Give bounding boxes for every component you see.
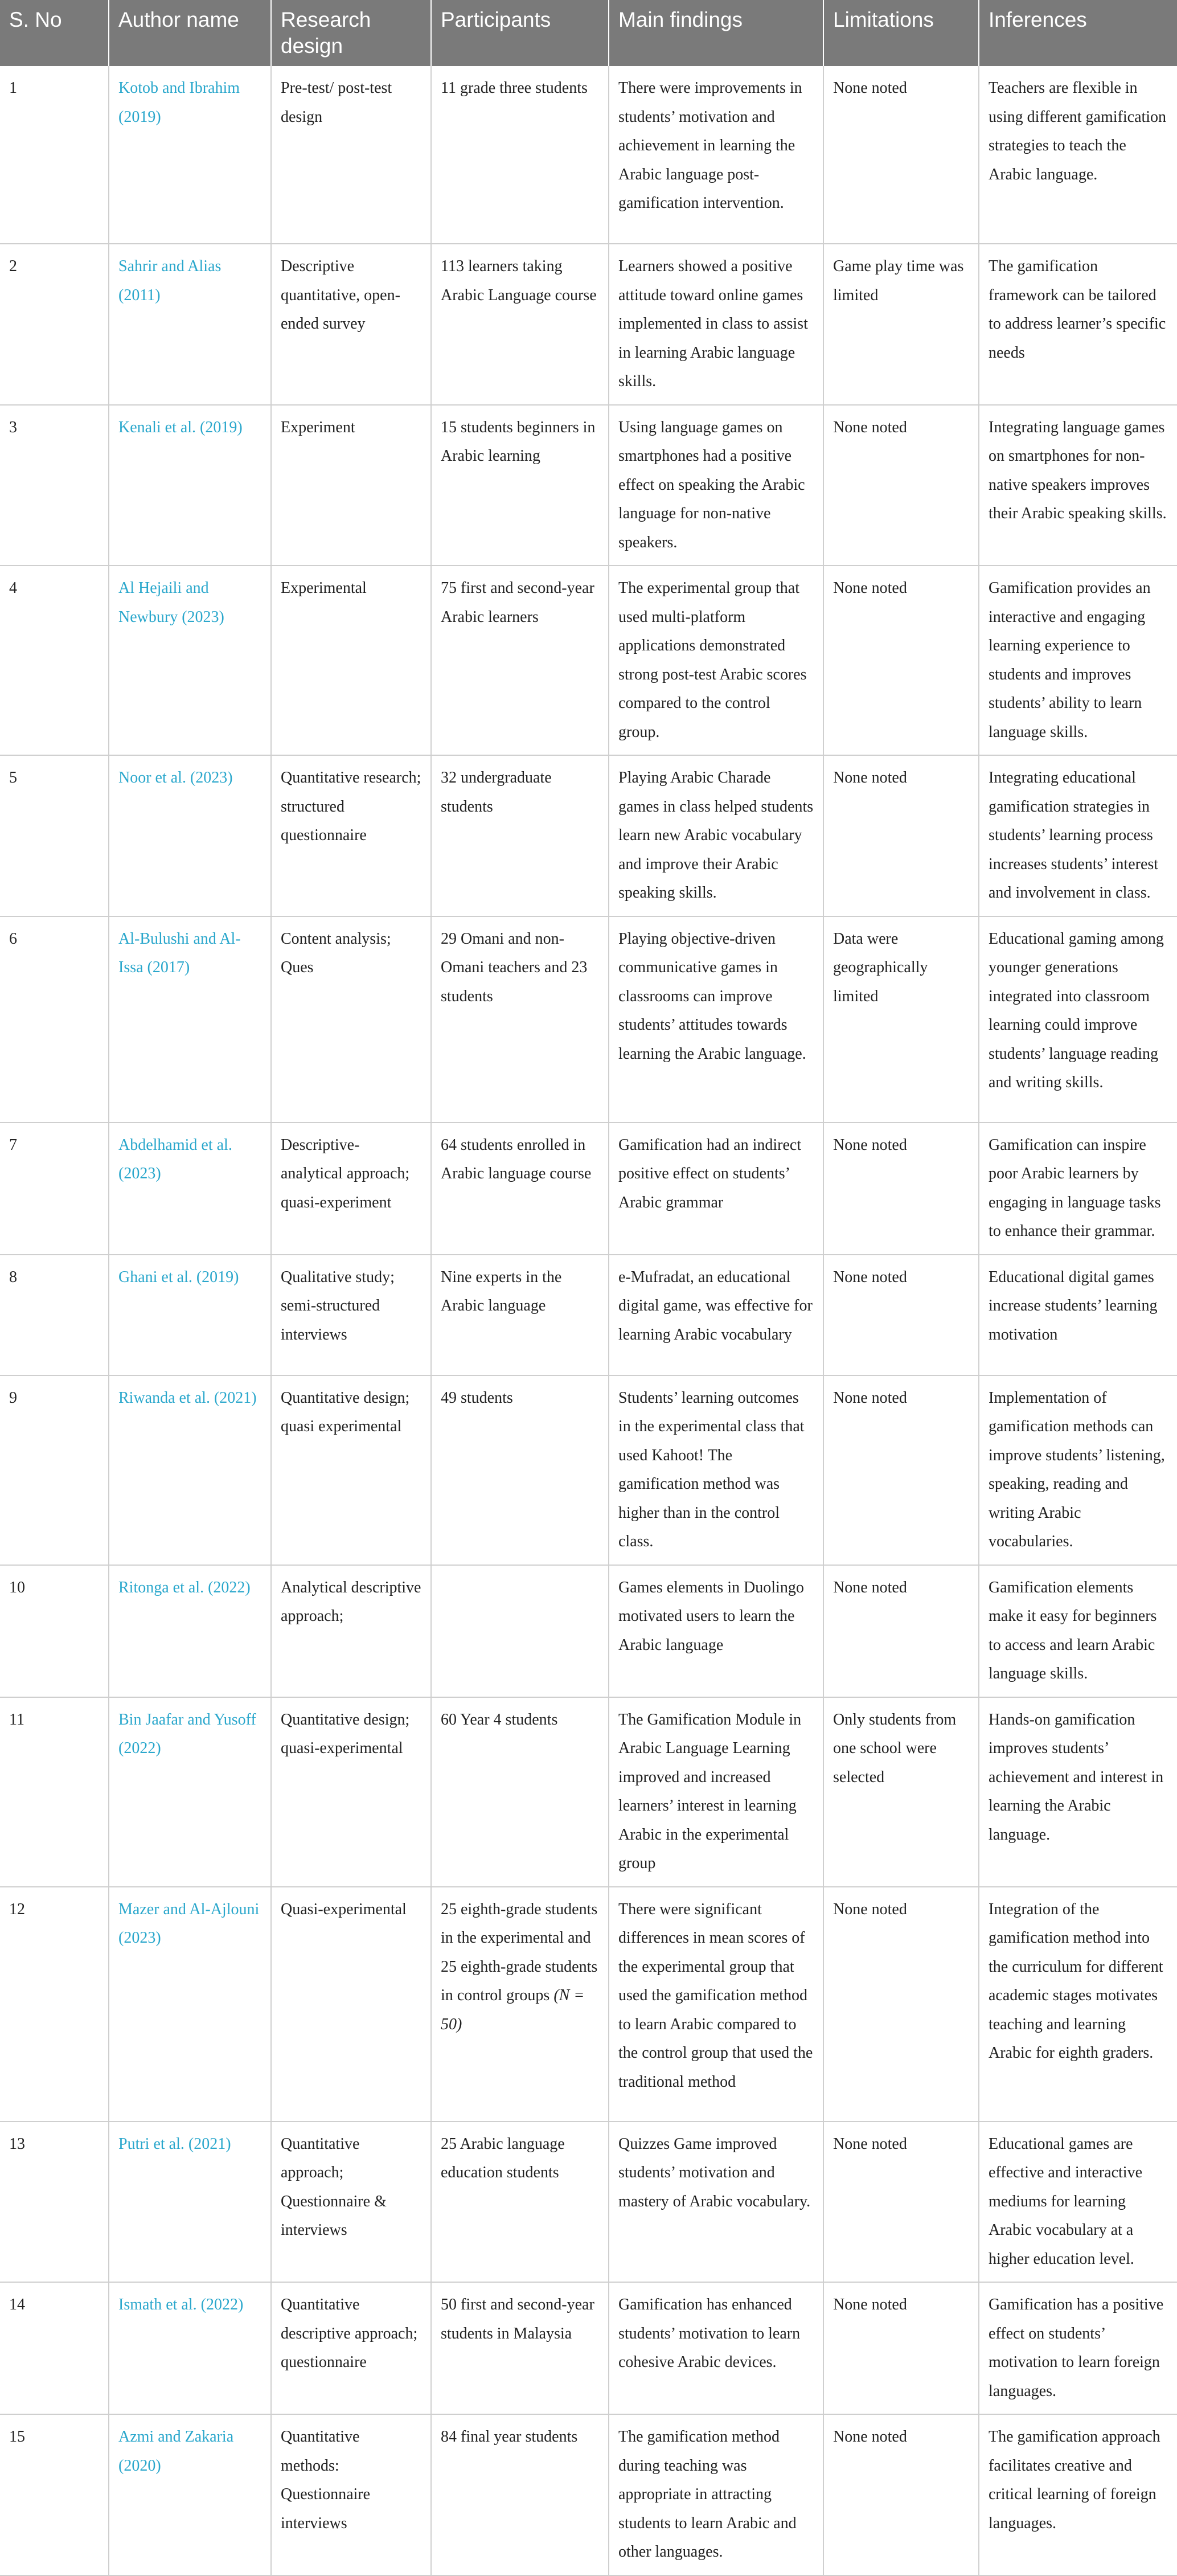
table-row [0, 244, 1177, 405]
cell-author-link[interactable]: Mazer and Al-Ajlouni (2023) [109, 1887, 271, 2122]
column-header-findings: Main findings [609, 0, 823, 66]
cell-limitations: Only students from one school were selected [823, 1697, 979, 1887]
cell-sno: 9 [0, 1375, 109, 1565]
cell-inferences: Gamification has a positive effect on students’ motivation to learn foreign languages. [979, 2282, 1177, 2414]
cell-findings: Students’ learning outcomes in the experimental class that used Kahoot! The gamification method was higher than in the control class. [609, 1375, 823, 1565]
cell-participants: 25 Arabic language education students [431, 2122, 609, 2283]
cell-findings: There were improvements in students’ motivation and achievement in learning the Arabic language post-gamification intervention. [609, 66, 823, 244]
cell-participants [431, 1887, 609, 2122]
cell-findings: There were significant differences in mean scores of the experimental group that used the gamification method to learn Arabic compared to the control group that used the traditional method [609, 1887, 823, 2122]
cell-sno: 4 [0, 566, 109, 755]
cell-inferences: The gamification framework can be tailored to address learner’s specific needs [979, 244, 1177, 405]
cell-sno: 5 [0, 755, 109, 916]
table-row [0, 755, 1177, 916]
cell-participants: 15 students beginners in Arabic learning [431, 405, 609, 566]
cell-findings: Gamification had an indirect positive effect on students’ Arabic grammar [609, 1123, 823, 1255]
cell-sno: 2 [0, 244, 109, 405]
column-header-sno: S. No [0, 0, 109, 66]
cell-author-link[interactable]: Riwanda et al. (2021) [109, 1375, 271, 1565]
table-row [0, 1697, 1177, 1887]
cell-participants: 11 grade three students [431, 66, 609, 244]
cell-participants [431, 1565, 609, 1697]
cell-limitations: None noted [823, 1887, 979, 2122]
table-row [0, 405, 1177, 566]
cell-author-link[interactable]: Kotob and Ibrahim (2019) [109, 66, 271, 244]
cell-author-link[interactable]: Kenali et al. (2019) [109, 405, 271, 566]
cell-participants: 84 final year students [431, 2414, 609, 2575]
cell-limitations: Game play time was limited [823, 244, 979, 405]
cell-design: Descriptive-analytical approach; quasi-experiment [271, 1123, 431, 1255]
table-row [0, 1565, 1177, 1697]
cell-inferences: Teachers are flexible in using different gamification strategies to teach the Arabic language. [979, 66, 1177, 244]
cell-author-link[interactable]: Putri et al. (2021) [109, 2122, 271, 2283]
cell-author-link[interactable]: Sahrir and Alias (2011) [109, 244, 271, 405]
cell-inferences: Educational digital games increase students’ learning motivation [979, 1255, 1177, 1375]
cell-sno: 11 [0, 1697, 109, 1887]
cell-author-link[interactable]: Ghani et al. (2019) [109, 1255, 271, 1375]
cell-design: Quantitative approach; Questionnaire & interviews [271, 2122, 431, 2283]
header-row [0, 0, 1177, 66]
cell-sno: 8 [0, 1255, 109, 1375]
cell-inferences: Gamification can inspire poor Arabic learners by engaging in language tasks to enhance their grammar. [979, 1123, 1177, 1255]
cell-author-link[interactable]: Abdelhamid et al. (2023) [109, 1123, 271, 1255]
table-row [0, 1123, 1177, 1255]
cell-sno: 14 [0, 2282, 109, 2414]
cell-sno: 13 [0, 2122, 109, 2283]
cell-limitations: None noted [823, 2122, 979, 2283]
cell-limitations: None noted [823, 1255, 979, 1375]
cell-findings: The gamification method during teaching was appropriate in attracting students to learn Arabic and other languages. [609, 2414, 823, 2575]
cell-limitations: None noted [823, 2282, 979, 2414]
cell-design: Quantitative descriptive approach; questionnaire [271, 2282, 431, 2414]
cell-inferences: Implementation of gamification methods can improve students’ listening, speaking, reading and writing Arabic vocabularies. [979, 1375, 1177, 1565]
table-row [0, 1887, 1177, 2122]
cell-inferences: Integrating educational gamification strategies in students’ learning process increases students’ interest and involvement in class. [979, 755, 1177, 916]
cell-limitations: None noted [823, 1375, 979, 1565]
column-header-inferences: Inferences [979, 0, 1177, 66]
cell-inferences: Integrating language games on smartphones for non-native speakers improves their Arabic speaking skills. [979, 405, 1177, 566]
cell-inferences: Educational gaming among younger generations integrated into classroom learning could improve students’ language reading and writing skills. [979, 916, 1177, 1123]
column-header-limitations: Limitations [823, 0, 979, 66]
cell-limitations: None noted [823, 1565, 979, 1697]
cell-design: Descriptive quantitative, open-ended survey [271, 244, 431, 405]
cell-findings: Quizzes Game improved students’ motivation and mastery of Arabic vocabulary. [609, 2122, 823, 2283]
cell-inferences: Educational games are effective and interactive mediums for learning Arabic vocabulary at a higher education level. [979, 2122, 1177, 2283]
cell-limitations: None noted [823, 755, 979, 916]
cell-sno: 10 [0, 1565, 109, 1697]
cell-design: Quantitative research; structured questionnaire [271, 755, 431, 916]
cell-limitations: Data were geographically limited [823, 916, 979, 1123]
table-row [0, 2122, 1177, 2283]
cell-limitations: None noted [823, 66, 979, 244]
cell-inferences: Integration of the gamification method into the curriculum for different academic stages motivates teaching and learning Arabic for eighth graders. [979, 1887, 1177, 2122]
cell-limitations: None noted [823, 405, 979, 566]
cell-sno: 7 [0, 1123, 109, 1255]
column-header-participants: Participants [431, 0, 609, 66]
cell-participants: 32 undergraduate students [431, 755, 609, 916]
cell-author-link[interactable]: Azmi and Zakaria (2020) [109, 2414, 271, 2575]
column-header-author: Author name [109, 0, 271, 66]
cell-sno: 15 [0, 2414, 109, 2575]
cell-participants: 113 learners taking Arabic Language course [431, 244, 609, 405]
table-header [0, 0, 1177, 66]
cell-findings: Gamification has enhanced students’ motivation to learn cohesive Arabic devices. [609, 2282, 823, 2414]
table-row [0, 2282, 1177, 2414]
cell-findings: The Gamification Module in Arabic Language Learning improved and increased learners’ interest in learning Arabic in the experimental group [609, 1697, 823, 1887]
cell-design: Quasi-experimental [271, 1887, 431, 2122]
table-body [0, 66, 1177, 2575]
cell-design: Experimental [271, 566, 431, 755]
table-row [0, 66, 1177, 244]
cell-findings: The experimental group that used multi-platform applications demonstrated strong post-test Arabic scores compared to the control group. [609, 566, 823, 755]
cell-design: Analytical descriptive approach; [271, 1565, 431, 1697]
cell-findings: Using language games on smartphones had a positive effect on speaking the Arabic language for non-native speakers. [609, 405, 823, 566]
cell-limitations: None noted [823, 2414, 979, 2575]
cell-sno: 3 [0, 405, 109, 566]
cell-design: Content analysis; Ques [271, 916, 431, 1123]
table-row [0, 2414, 1177, 2575]
participants-text: 25 eighth-grade students in the experimental and 25 eighth-grade students in control groups [441, 1900, 598, 2004]
cell-limitations: None noted [823, 1123, 979, 1255]
cell-author-link[interactable]: Bin Jaafar and Yusoff (2022) [109, 1697, 271, 1887]
cell-author-link[interactable]: Ismath et al. (2022) [109, 2282, 271, 2414]
table-row [0, 566, 1177, 755]
cell-sno: 1 [0, 66, 109, 244]
cell-author-link[interactable]: Ritonga et al. (2022) [109, 1565, 271, 1697]
cell-author-link[interactable]: Al-Bulushi and Al-Issa (2017) [109, 916, 271, 1123]
cell-findings: Games elements in Duolingo motivated users to learn the Arabic language [609, 1565, 823, 1697]
cell-participants: 75 first and second-year Arabic learners [431, 566, 609, 755]
cell-participants: Nine experts in the Arabic language [431, 1255, 609, 1375]
cell-design: Quantitative design; quasi experimental [271, 1375, 431, 1565]
cell-findings: e-Mufradat, an educational digital game, was effective for learning Arabic vocabulary [609, 1255, 823, 1375]
cell-limitations: None noted [823, 566, 979, 755]
cell-author-link[interactable]: Noor et al. (2023) [109, 755, 271, 916]
cell-design: Experiment [271, 405, 431, 566]
column-header-design: Research design [271, 0, 431, 66]
participants-total-note: (N = 50) [441, 1987, 585, 2033]
cell-design: Qualitative study; semi-structured interviews [271, 1255, 431, 1375]
cell-sno: 6 [0, 916, 109, 1123]
cell-participants: 64 students enrolled in Arabic language course [431, 1123, 609, 1255]
cell-inferences: Gamification elements make it easy for beginners to access and learn Arabic language skills. [979, 1565, 1177, 1697]
cell-design: Quantitative design; quasi-experimental [271, 1697, 431, 1887]
cell-inferences: The gamification approach facilitates creative and critical learning of foreign languages. [979, 2414, 1177, 2575]
cell-findings: Learners showed a positive attitude toward online games implemented in class to assist in learning Arabic language skills. [609, 244, 823, 405]
cell-participants: 60 Year 4 students [431, 1697, 609, 1887]
table-row [0, 1255, 1177, 1375]
cell-inferences: Hands-on gamification improves students’ achievement and interest in learning the Arabic language. [979, 1697, 1177, 1887]
table-row [0, 1375, 1177, 1565]
cell-participants: 49 students [431, 1375, 609, 1565]
cell-author-link[interactable]: Al Hejaili and Newbury (2023) [109, 566, 271, 755]
cell-inferences: Gamification provides an interactive and engaging learning experience to students and improves students’ ability to learn language skills. [979, 566, 1177, 755]
cell-sno: 12 [0, 1887, 109, 2122]
cell-participants: 50 first and second-year students in Malaysia [431, 2282, 609, 2414]
cell-design: Quantitative methods: Questionnaire interviews [271, 2414, 431, 2575]
cell-participants: 29 Omani and non-Omani teachers and 23 students [431, 916, 609, 1123]
table-row [0, 916, 1177, 1123]
cell-findings: Playing Arabic Charade games in class helped students learn new Arabic vocabulary and improve their Arabic speaking skills. [609, 755, 823, 916]
cell-findings: Playing objective-driven communicative games in classrooms can improve students’ attitudes towards learning the Arabic language. [609, 916, 823, 1123]
cell-design: Pre-test/ post-test design [271, 66, 431, 244]
